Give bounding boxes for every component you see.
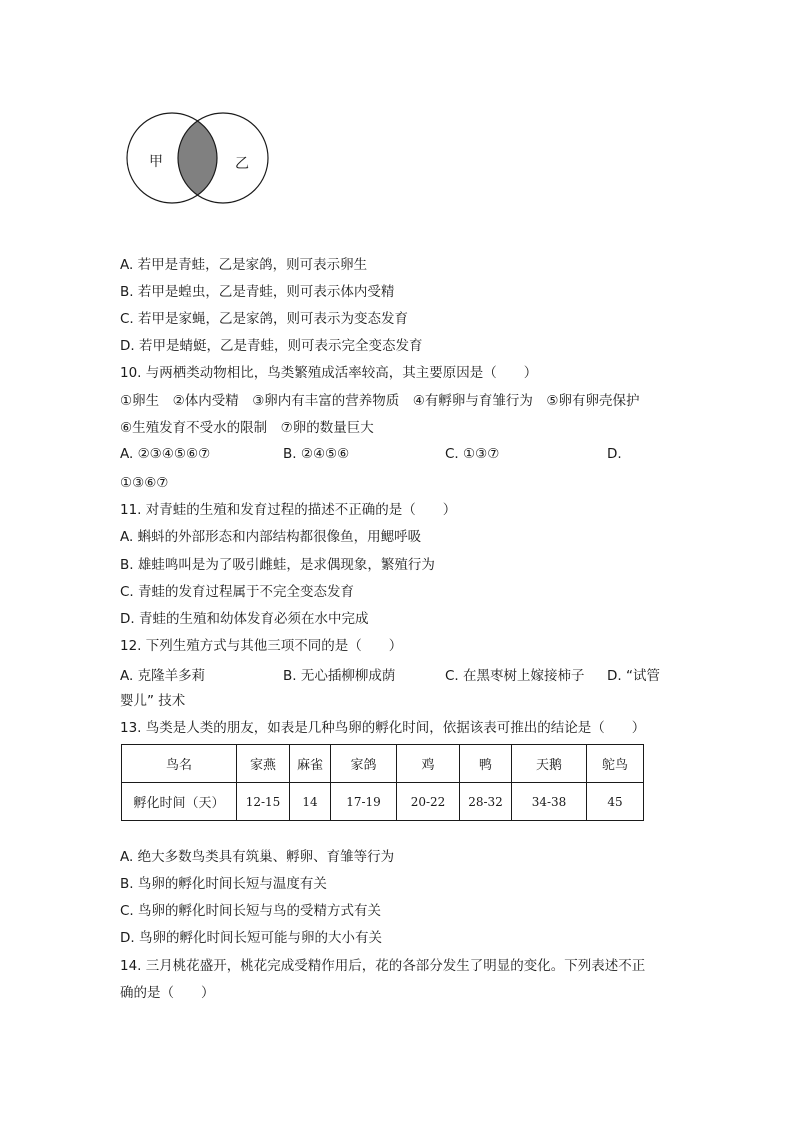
table-cell: 家燕 (237, 745, 290, 783)
table-row (122, 783, 644, 821)
table-cell: 鸭 (460, 745, 512, 783)
q11-option-b: B. 雄蛙鸣叫是为了吸引雌蛙，是求偶现象，繁殖行为 (120, 557, 435, 573)
table-cell: 鸵鸟 (587, 745, 644, 783)
table-cell: 17-19 (331, 783, 397, 821)
q13-option-c: C. 鸟卵的孵化时间长短与鸟的受精方式有关 (120, 903, 382, 919)
table-cell: 28-32 (460, 783, 512, 821)
q14-stem-line2: 确的是（ ） (120, 985, 215, 1001)
q12-option-d: D. “试管 (607, 668, 660, 684)
table-cell: 20-22 (397, 783, 460, 821)
q9-option-b: B. 若甲是蝗虫，乙是青蛙，则可表示体内受精 (120, 284, 395, 300)
q9-option-a: A. 若甲是青蛙，乙是家鸽，则可表示卵生 (120, 257, 368, 273)
hatching-time-table (121, 744, 644, 821)
q13-option-d: D. 鸟卵的孵化时间长短可能与卵的大小有关 (120, 930, 382, 946)
table-cell: 45 (587, 783, 644, 821)
q13-option-b: B. 鸟卵的孵化时间长短与温度有关 (120, 876, 327, 892)
table-cell: 麻雀 (290, 745, 331, 783)
q12-option-b: B. 无心插柳柳成荫 (283, 668, 396, 684)
q12-option-a: A. 克隆羊多莉 (120, 668, 206, 684)
table-cell: 34-38 (512, 783, 587, 821)
venn-right-label: 乙 (235, 156, 249, 172)
venn-left-label: 甲 (149, 154, 163, 170)
q12-option-c: C. 在黑枣树上嫁接柿子 (445, 668, 585, 684)
q10-option-d-cont: ①③⑥⑦ (120, 475, 169, 491)
table-cell: 鸟名 (122, 745, 237, 783)
q12-option-d-cont: 婴儿” 技术 (120, 693, 186, 709)
q10-items-line2: ⑥生殖发育不受水的限制 ⑦卵的数量巨大 (120, 420, 374, 436)
venn-diagram (125, 110, 275, 206)
q11-option-c: C. 青蛙的发育过程属于不完全变态发育 (120, 584, 355, 600)
table-cell: 鸡 (397, 745, 460, 783)
q10-option-b: B. ②④⑤⑥ (283, 446, 350, 462)
q11-option-a: A. 蝌蚪的外部形态和内部结构都很像鱼，用鳃呼吸 (120, 529, 422, 545)
table-cell: 家鸽 (331, 745, 397, 783)
q10-option-d: D. (607, 446, 622, 462)
table-cell: 12-15 (237, 783, 290, 821)
q10-option-a: A. ②③④⑤⑥⑦ (120, 446, 211, 462)
table-header-row (122, 745, 644, 783)
q12-stem: 12. 下列生殖方式与其他三项不同的是（ ） (120, 638, 403, 654)
table-cell: 天鹅 (512, 745, 587, 783)
q9-option-c: C. 若甲是家蝇，乙是家鸽，则可表示为变态发育 (120, 311, 409, 327)
table-cell: 孵化时间（天） (122, 783, 237, 821)
q11-stem: 11. 对青蛙的生殖和发育过程的描述不正确的是（ ） (120, 502, 457, 518)
q14-stem-line1: 14. 三月桃花盛开，桃花完成受精作用后，花的各部分发生了明显的变化。下列表述不正 (120, 958, 646, 974)
q10-items-line1: ①卵生 ②体内受精 ③卵内有丰富的营养物质 ④有孵卵与育雏行为 ⑤卵有卵壳保护 (120, 393, 640, 409)
q9-option-d: D. 若甲是蜻蜓，乙是青蛙，则可表示完全变态发育 (120, 338, 423, 354)
q13-option-a: A. 绝大多数鸟类具有筑巢、孵卵、育雏等行为 (120, 849, 395, 865)
q10-stem: 10. 与两栖类动物相比，鸟类繁殖成活率较高，其主要原因是（ ） (120, 365, 538, 381)
q10-option-c: C. ①③⑦ (445, 446, 500, 462)
q11-option-d: D. 青蛙的生殖和幼体发育必须在水中完成 (120, 611, 369, 627)
table-cell: 14 (290, 783, 331, 821)
q13-stem: 13. 鸟类是人类的朋友，如表是几种鸟卵的孵化时间，依据该表可推出的结论是（ ） (120, 720, 646, 736)
